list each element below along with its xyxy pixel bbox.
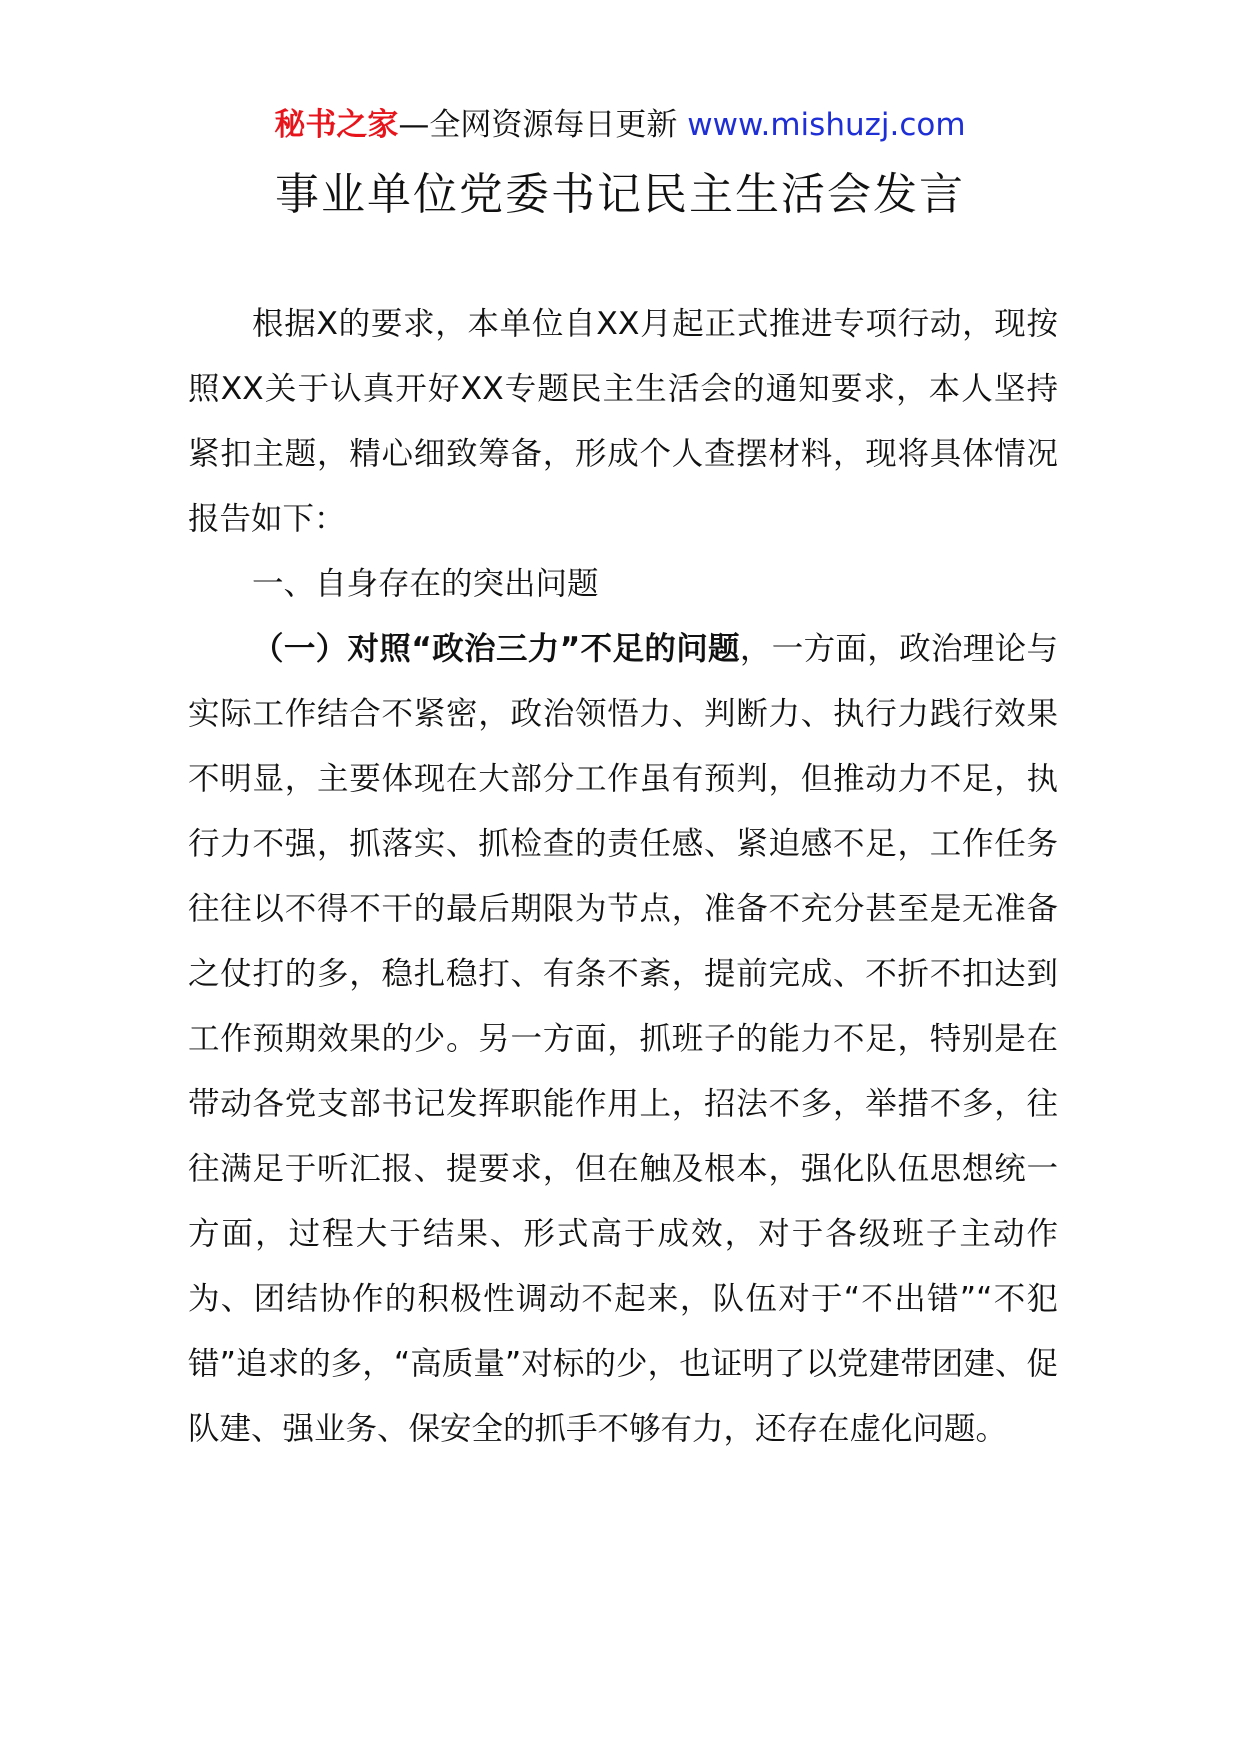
- brand-name: 秘书之家: [274, 107, 399, 143]
- document-body: [188, 292, 1058, 1462]
- subsection-heading: （一）对照“政治三力”不足的问题: [252, 631, 740, 667]
- intro-paragraph: 根据X的要求，本单位自XX月起正式推进专项行动，现按照XX关于认真开好XX专题民主生活会的通知要求，本人坚持紧扣主题，精心细致筹备，形成个人查摆材料，现将具体情况报告如下：: [188, 306, 1058, 537]
- document-title: 事业单位党委书记民主生活会发言: [275, 169, 965, 220]
- subsection-body: ，一方面，政治理论与实际工作结合不紧密，政治领悟力、判断力、执行力践行效果不明显，主要体现在大部分工作虽有预判，但推动力不足，执行力不强，抓落实、抓检查的责任感、紧迫感不足，工作任务往往以不得不干的最后期限为节点，准备不充分甚至是无准备之仗打的多，稳扎稳打、有条不紊，提前完成、不折不扣达到工作预期效果的少。另一方面，抓班子的能力不足，特别是在带动各党支部书记发挥职能作用上，招法不多，举措不多，往往满足于听汇报、提要求，但在触及根本，强化队伍思想统一方面，过程大于结果、形式高于成效，对于各级班子主动作为、团结协作的积极性调动不起来，队伍对于“不出错”“不犯错”追求的多，“高质量”对标的少，也证明了以党建带团建、促队建、强业务、保安全的抓手不够有力，还存在虚化问题。: [188, 631, 1058, 1447]
- subsection-paragraph: [188, 617, 1058, 1462]
- header-tagline: —全网资源每日更新: [398, 107, 688, 143]
- section-heading: 一、自身存在的突出问题: [252, 566, 599, 602]
- site-url-link[interactable]: www.mishuzj.com: [687, 107, 966, 143]
- site-header: [0, 100, 1240, 150]
